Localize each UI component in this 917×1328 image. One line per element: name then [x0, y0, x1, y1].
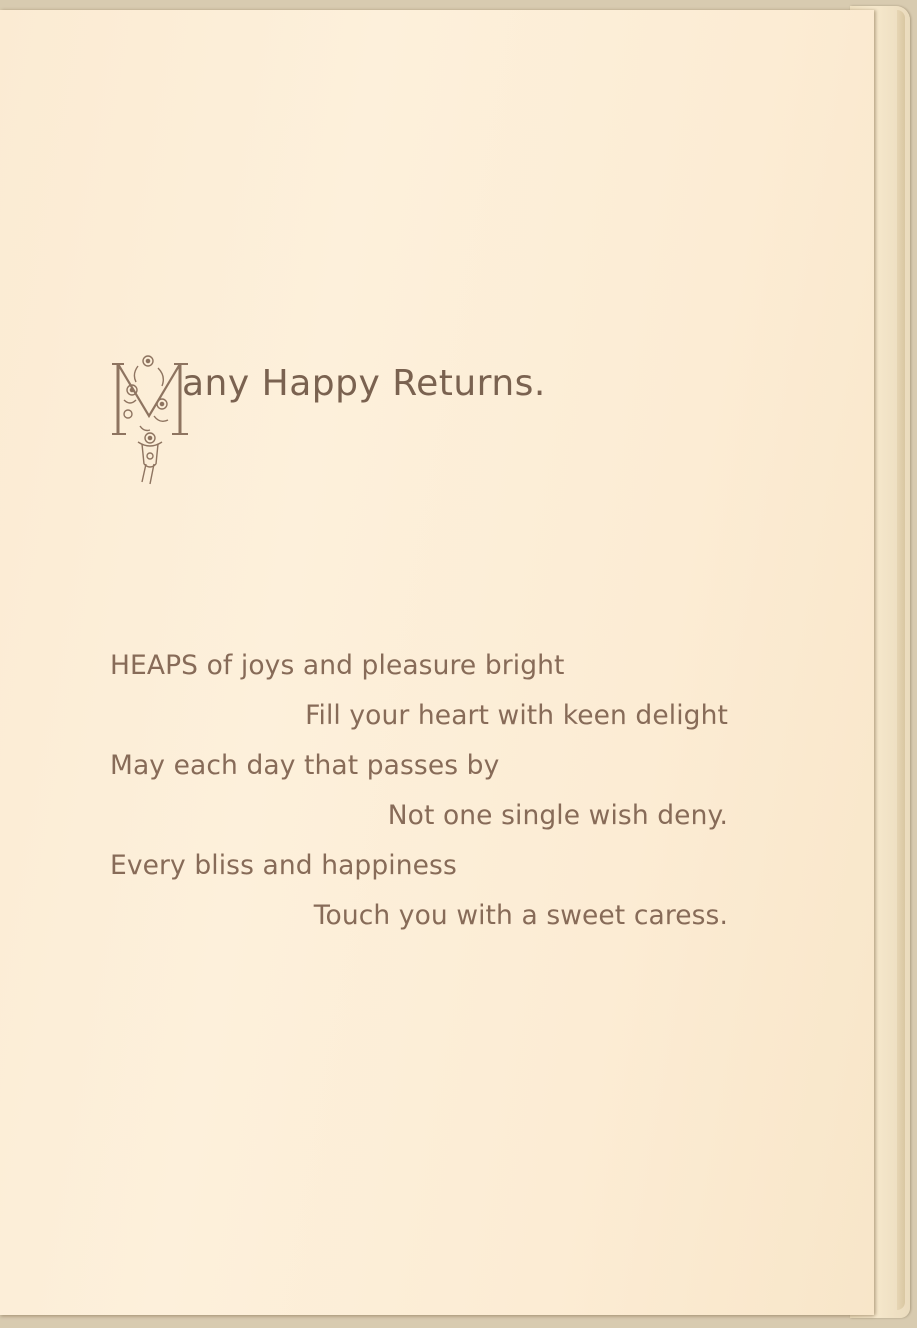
verse-line: Touch you with a sweet caress. [313, 900, 728, 931]
verse-line: Every bliss and happiness [110, 850, 457, 881]
verse-line: HEAPS of joys and pleasure bright [110, 650, 565, 681]
back-cover-edge [897, 10, 905, 1310]
verse-line: Fill your heart with keen delight [305, 700, 728, 731]
title-text: any Happy Returns. [182, 363, 546, 404]
ornate-dropcap-m [110, 346, 192, 486]
card-page [0, 10, 874, 1315]
verse-line: Not one single wish deny. [387, 800, 728, 831]
card-title [110, 346, 710, 506]
verse-line: May each day that passes by [110, 750, 500, 781]
